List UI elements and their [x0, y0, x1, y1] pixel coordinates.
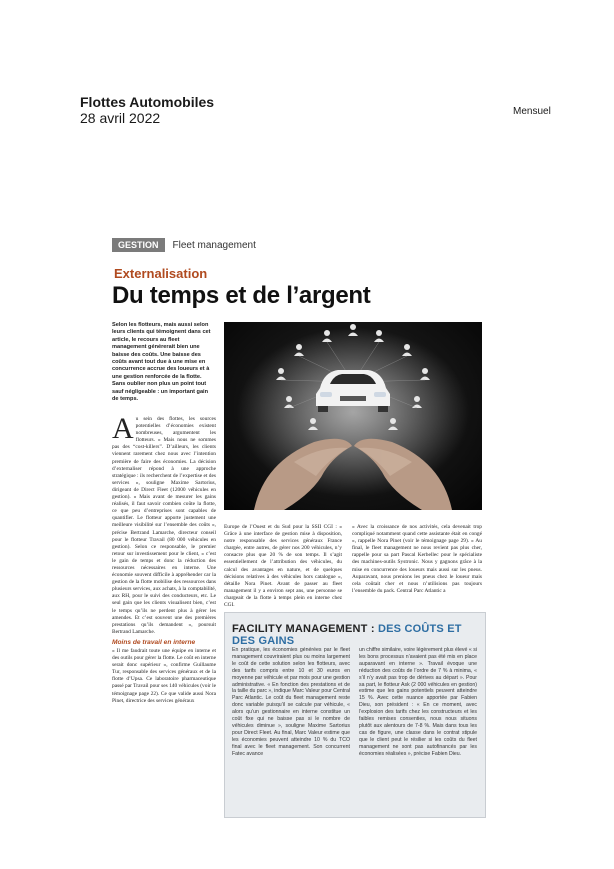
sidebar-box	[224, 612, 486, 818]
box-title-accent: DES COÛTS ET DES GAINS	[232, 623, 462, 647]
article-kicker: Externalisation	[114, 266, 208, 281]
article-scan	[112, 238, 490, 820]
article-lead: Selon les flotteurs, mais aussi selon leurs clients qui témoignent dans cet article, le recours au fleet management générerait bien une baisse des coûts. Une baisse des coûts avant tout due à une mise en concurrence accrue des loueurs et à une gestion renforcée de la flotte. Sans oublier non plus un point tout sauf négligeable : un important gain de temps.	[112, 322, 211, 403]
publication-frequency: Mensuel	[513, 106, 551, 117]
publication-date: 28 avril 2022	[80, 110, 161, 126]
box-column-2: un chiffre similaire, voire légèrement plus élevé « si les bons processus n’avaient pas été mis en place auparavant en interne ». Travail évoque une réduction des coûts de l’ordre de 7 % à minima, « s’il n’y avait pas trop de dérives au départ ». Pour sa part, le flotteur Ask (2 000 véhicules en gestion) estime que les gains potentiels peuvent atteindre 15 %. Avec cette nuance apportée par Fabien Dieu, son président : « En ce moment, avec l’explosion des tarifs chez les constructeurs et les faibles remises consenties, nous nous situons plutôt aux alentours de 7-8 %. Mais dans tous les cas de figure, une classe dans le contrat stipule que le client peut le résilier si les coûts du fleet management ne sont pas autofinancés par les économies réalisées », précise Fabien Dieu.	[359, 647, 477, 757]
column-1-text: u sein des flottes, les sources potentielles d’économies existent nombreuses, argumentent les flotteurs. « Mais nous ne sommes pas des “cost-killers”. D’ailleurs, les clients viennent rarement chez nous avec l’intention première de faire des économies. La décision d’externaliser répond à une approche stratégique : ils recherchent de l’expertise et des services », souligne Maxime Sartorius, dirigeant de Direct Fleet (12000 véhicules en gestion). « Mais avant de mesurer les gains réalisés, il faut savoir combien coûte la flotte, ce que peu d’entreprises sont capables de quantifier. Le flotteur apporte justement une meilleure visibilité sur l’ensemble des coûts », précise Bertrand Lamarche, directeur conseil pour le flotteur Travail (80 000 véhicules en gestion). Selon ce responsable, le premier retour sur investissement pour le client, « c’est le gain de temps et donc la réduction des ressources nécessaires en interne. Une économie souvent difficile à appréhender car la gestion de la flotte mobilise des ressources dans plusieurs services, aux achats, à la comptabilité, aux RH, pour le suivi des conducteurs, etc. Le seul gain que les clients visualisent bien, c’est le temps qu’ils ne perdent plus à gérer les amendes. Et c’est souvent une des premières prestations qu’ils demandent », poursuit Bertrand Lamarche.	[112, 416, 216, 635]
illustration-car-hands	[224, 322, 482, 510]
column-1-continuation: « Il me faudrait toute une équipe en interne et des outils pour gérer la flotte. Le coût en interne serait donc supérieur », confirme Guillaume Tur, responsable des services généraux et de la flotte d’Upsa. Ce laboratoire pharmaceutique passé par Travail pour ses 140 véhicules (voir le témoignage page 22). Ce que valide aussi Nora Pinet, directrice des services généraux	[112, 648, 216, 704]
rubric-label: Fleet management	[172, 239, 256, 251]
box-column-1: En pratique, les économies générées par le fleet management couvriraient plus ou moins largement le coût de cette solution selon les flotteurs, avec des tarifs compris entre 10 et 30 euros en moyenne par véhicule et par mois pour une gestion administrative. « En fonction des prestations et de la taille du parc », indique Marc Valeur pour Central Parc Atlantic. Le coût du fleet management reste donc variable puisqu’il se calcule par véhicule, « alors qu’un gestionnaire en interne constitue un coût fixe qui ne baisse pas si le nombre de véhicules diminue », souligne Maxime Sartorius pour Direct Fleet. Au final, Marc Valeur estime que les économies peuvent atteindre 10 % du TCO final avec le fleet management. Son concurrent Fatec avance	[232, 647, 350, 757]
rubric	[112, 238, 256, 252]
article-title: Du temps et de l’argent	[112, 282, 371, 309]
article-column-1	[112, 412, 216, 705]
article-column-3: « Avec la croissance de nos activités, cela devenait trop compliqué notamment quand cette assistante était en congé », rappelle Nora Pinet (voir le témoignage page 29). « Au final, le fleet management ne nous revient pas plus cher, rappelle pour sa part Pascal Kerbellec pour le spécialiste des machines-outils Systronic. Nous y gagnons grâce à la mise en concurrence des loueurs mais aussi sur les pneus. Auparavant, nous prenions les pneus chez le loueur mais cela coûtait cher et nous n’utilisions pas toujours l’ensemble du pack. Central Parc Atlantic a	[352, 524, 482, 594]
publication-name: Flottes Automobiles	[80, 94, 215, 110]
box-title-main: FACILITY MANAGEMENT :	[232, 623, 375, 635]
article-subheading: Moins de travail en interne	[112, 638, 196, 646]
rubric-tag: GESTION	[112, 238, 165, 252]
dropcap: A	[112, 412, 134, 445]
sidebar-box-title	[232, 623, 485, 647]
car-icon	[316, 370, 390, 412]
article-column-2: Europe de l’Ouest et du Sud pour la SSII CGI : « Grâce à une interface de gestion mise à disposition, notre responsable des services généraux France chargée, entre autres, de gérer nos 200 véhicules, n’y consacre plus que 20 % de son temps. Il s’agit essentiellement de l’attribution des véhicules, du calcul des avantages en nature, et de quelques décisions relatives à des véhicules hors catalogue », détaille Nora Pinet. Avant de passer au fleet management il y a environ sept ans, une personne se chargeait de la flotte à temps plein en interne chez CGI.	[224, 524, 342, 609]
